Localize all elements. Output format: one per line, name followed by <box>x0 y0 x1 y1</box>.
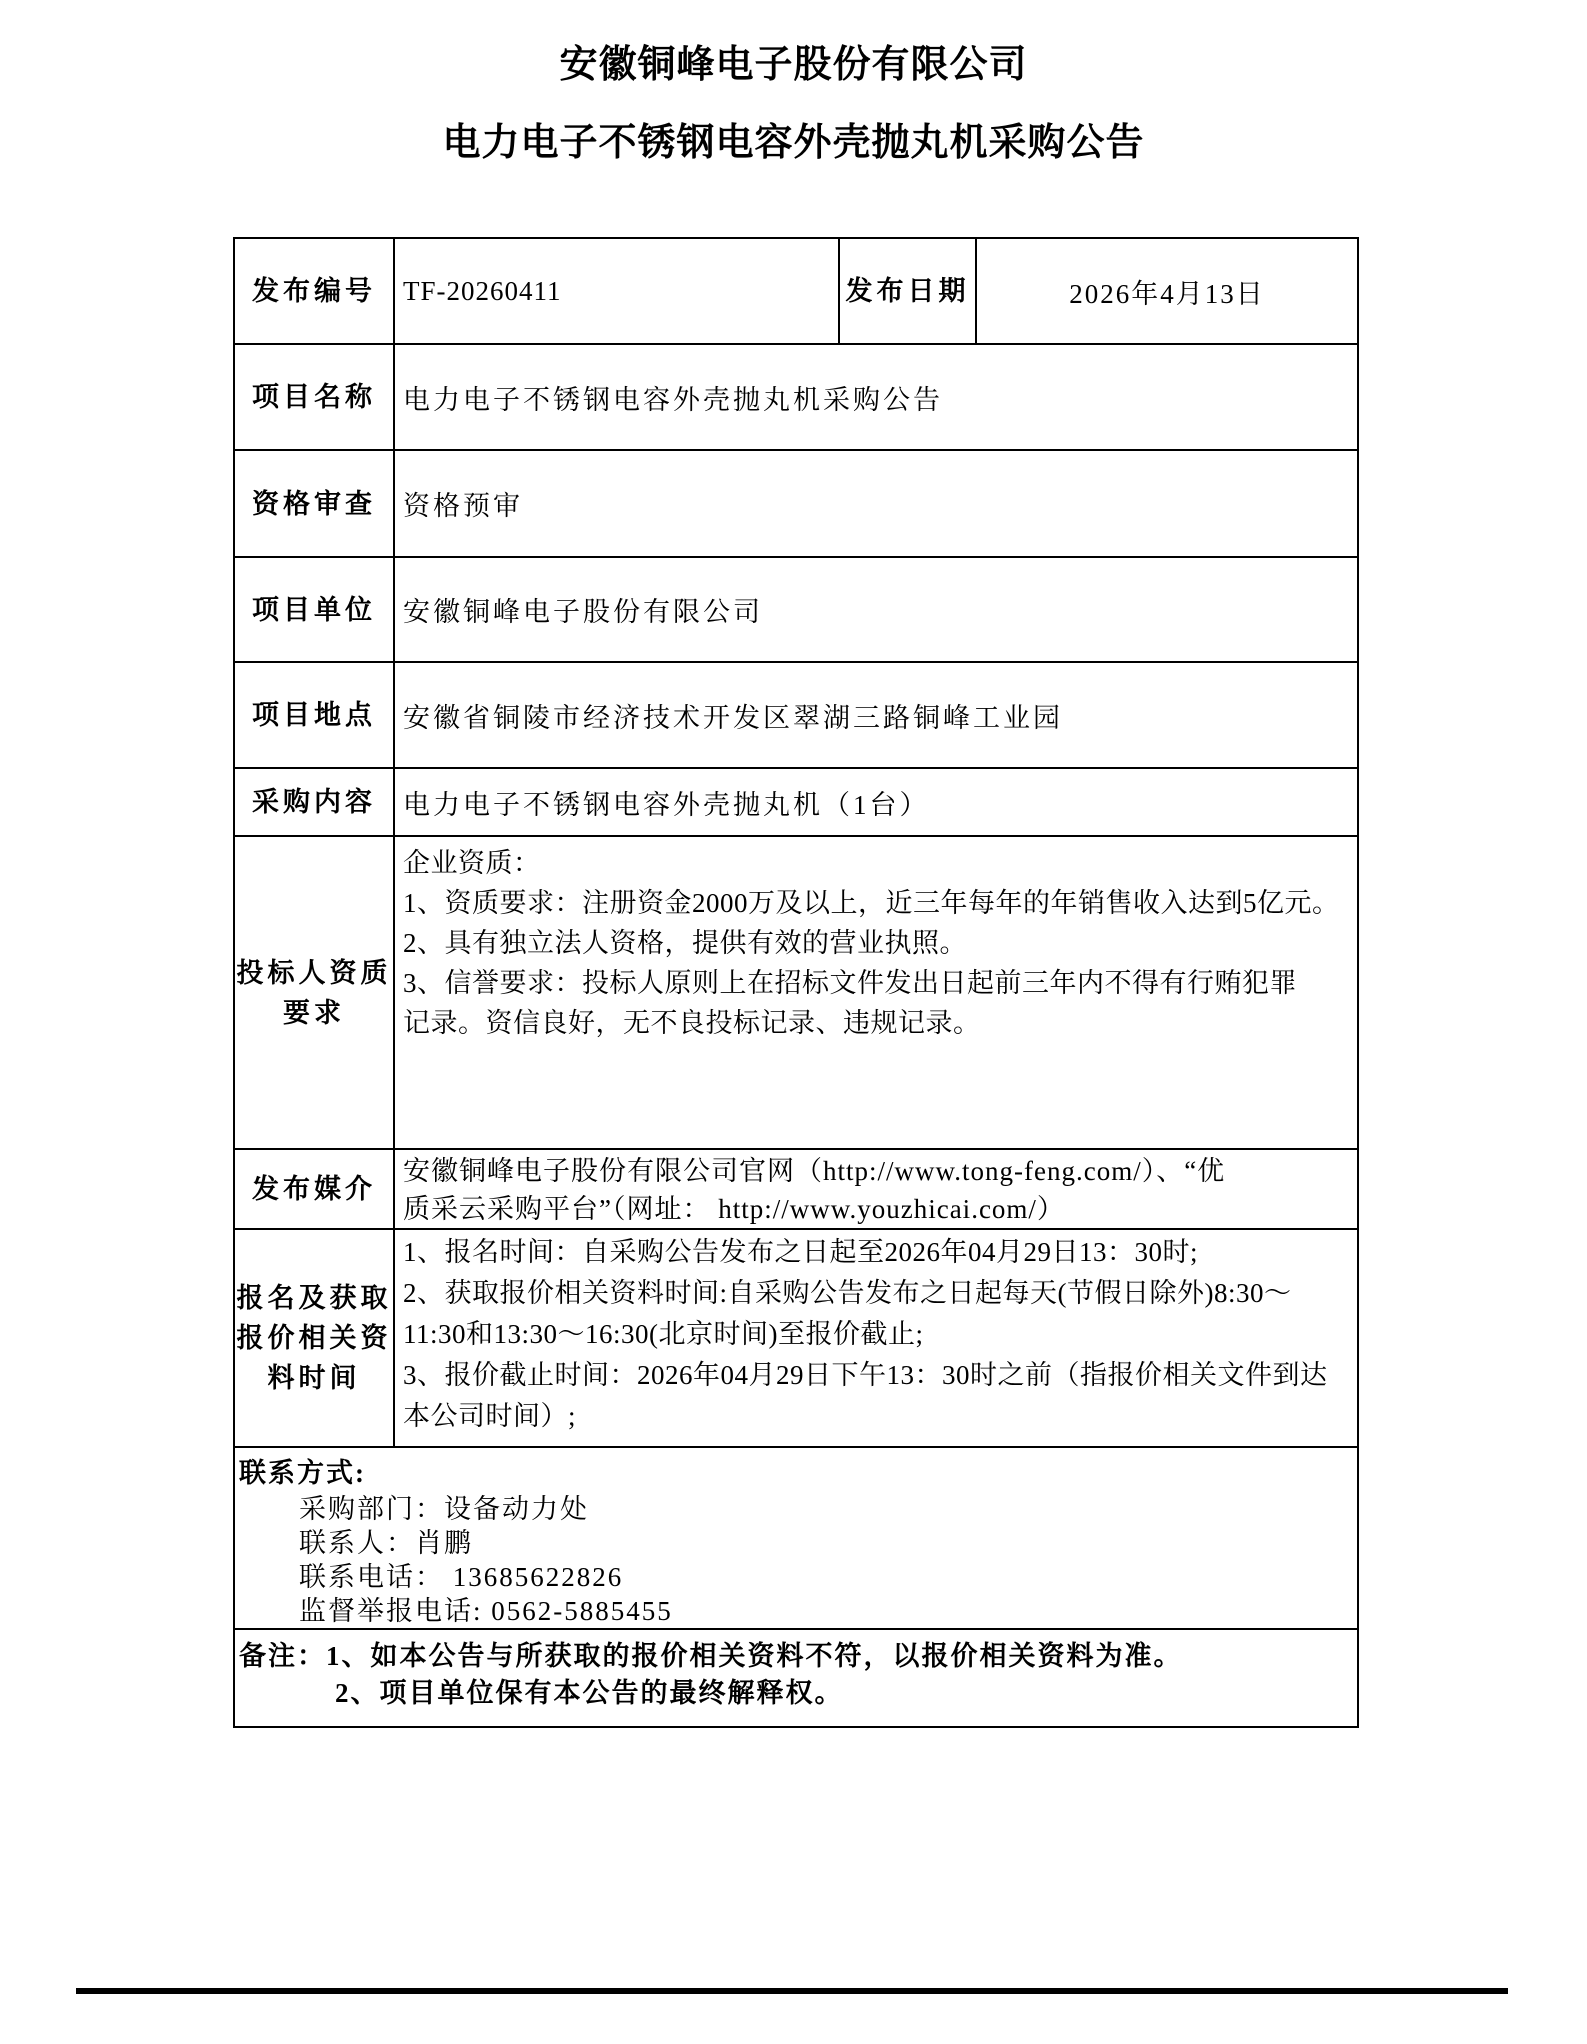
registration-time-label-line2: 报价相关资 <box>236 1323 392 1353</box>
bidder-qualification-label-line1: 投标人资质 <box>236 957 392 988</box>
qualification-line: 企业资质： <box>403 848 541 878</box>
remark-section <box>234 1629 1358 1727</box>
publish-media-line: 安徽铜峰电子股份有限公司官网（http://www.tong-feng.com/）、“优 <box>403 1156 1226 1186</box>
bidder-qualification-label-line2: 要求 <box>283 997 345 1028</box>
registration-time-line: 11:30和13:30～16:30(北京时间)至报价截止; <box>403 1319 924 1349</box>
bidder-qualification-label <box>234 836 394 1149</box>
publish-media-content <box>394 1149 1358 1229</box>
publish-date-label: 发布日期 <box>839 238 976 344</box>
table-row-project-location <box>234 662 1358 768</box>
table-row-procurement-content <box>234 768 1358 836</box>
registration-time-label <box>234 1229 394 1447</box>
contact-heading: 联系方式: <box>239 1458 366 1488</box>
publish-date-value: 2026年4月13日 <box>976 238 1358 344</box>
publish-no-label: 发布编号 <box>234 238 394 344</box>
table-row-project-unit <box>234 557 1358 662</box>
table-row-publish-media <box>234 1149 1358 1229</box>
remark-line1: 备注：1、如本公告与所获取的报价相关资料不符，以报价相关资料为准。 <box>239 1641 1183 1671</box>
table-row-project-name <box>234 344 1358 450</box>
registration-time-line: 本公司时间）; <box>403 1401 577 1431</box>
table-row-publish <box>234 238 1358 344</box>
table-row-registration-time <box>234 1229 1358 1447</box>
table-row-remark <box>234 1629 1358 1727</box>
contact-phone: 联系电话： 13685622826 <box>299 1562 624 1592</box>
registration-time-line: 3、报价截止时间：2026年04月29日下午13：30时之前（指报价相关文件到达 <box>403 1360 1328 1390</box>
qualification-review-value: 资格预审 <box>394 450 1358 557</box>
publish-media-line: 质采云采购平台”（网址： http://www.youzhicai.com/） <box>403 1194 1065 1224</box>
table-row-contact <box>234 1447 1358 1629</box>
page-title-announcement: 电力电子不锈钢电容外壳抛丸机采购公告 <box>442 122 1145 164</box>
registration-time-line: 1、报名时间：自采购公告发布之日起至2026年04月29日13：30时; <box>403 1237 1199 1267</box>
qualification-line: 记录。资信良好，无不良投标记录、违规记录。 <box>403 1008 981 1038</box>
registration-time-label-line3: 料时间 <box>267 1363 361 1393</box>
table-row-qualification-review <box>234 450 1358 557</box>
qualification-line: 3、信誉要求：投标人原则上在招标文件发出日起前三年内不得有行贿犯罪 <box>403 968 1297 998</box>
registration-time-content <box>394 1229 1358 1447</box>
project-location-value: 安徽省铜陵市经济技术开发区翠湖三路铜峰工业园 <box>394 662 1358 768</box>
contact-supervision-phone: 监督举报电话: 0562-5885455 <box>299 1596 673 1626</box>
project-unit-value: 安徽铜峰电子股份有限公司 <box>394 557 1358 662</box>
contact-section <box>234 1447 1358 1629</box>
procurement-content-value: 电力电子不锈钢电容外壳抛丸机（1台） <box>394 768 1358 836</box>
contact-department: 采购部门：设备动力处 <box>299 1494 589 1524</box>
publish-no-value: TF-20260411 <box>394 238 839 344</box>
registration-time-label-line1: 报名及获取 <box>236 1283 392 1313</box>
page-title-company: 安徽铜峰电子股份有限公司 <box>559 44 1028 86</box>
project-name-value: 电力电子不锈钢电容外壳抛丸机采购公告 <box>394 344 1358 450</box>
project-name-label: 项目名称 <box>234 344 394 450</box>
project-unit-label: 项目单位 <box>234 557 394 662</box>
publish-media-label: 发布媒介 <box>234 1149 394 1229</box>
procurement-content-label: 采购内容 <box>234 768 394 836</box>
qualification-line: 1、资质要求：注册资金2000万及以上，近三年每年的年销售收入达到5亿元。 <box>403 888 1340 918</box>
registration-time-line: 2、获取报价相关资料时间:自采购公告发布之日起每天(节假日除外)8:30～ <box>403 1278 1292 1308</box>
table-row-bidder-qualification <box>234 836 1358 1149</box>
contact-person: 联系人：肖鹏 <box>299 1528 473 1558</box>
qualification-line: 2、具有独立法人资格，提供有效的营业执照。 <box>403 928 967 958</box>
remark-line2: 2、项目单位保有本公告的最终解释权。 <box>335 1678 844 1708</box>
page-footer-rule <box>76 1988 1508 1994</box>
announcement-table <box>233 237 1359 1728</box>
bidder-qualification-content <box>394 836 1358 1149</box>
qualification-review-label: 资格审查 <box>234 450 394 557</box>
project-location-label: 项目地点 <box>234 662 394 768</box>
